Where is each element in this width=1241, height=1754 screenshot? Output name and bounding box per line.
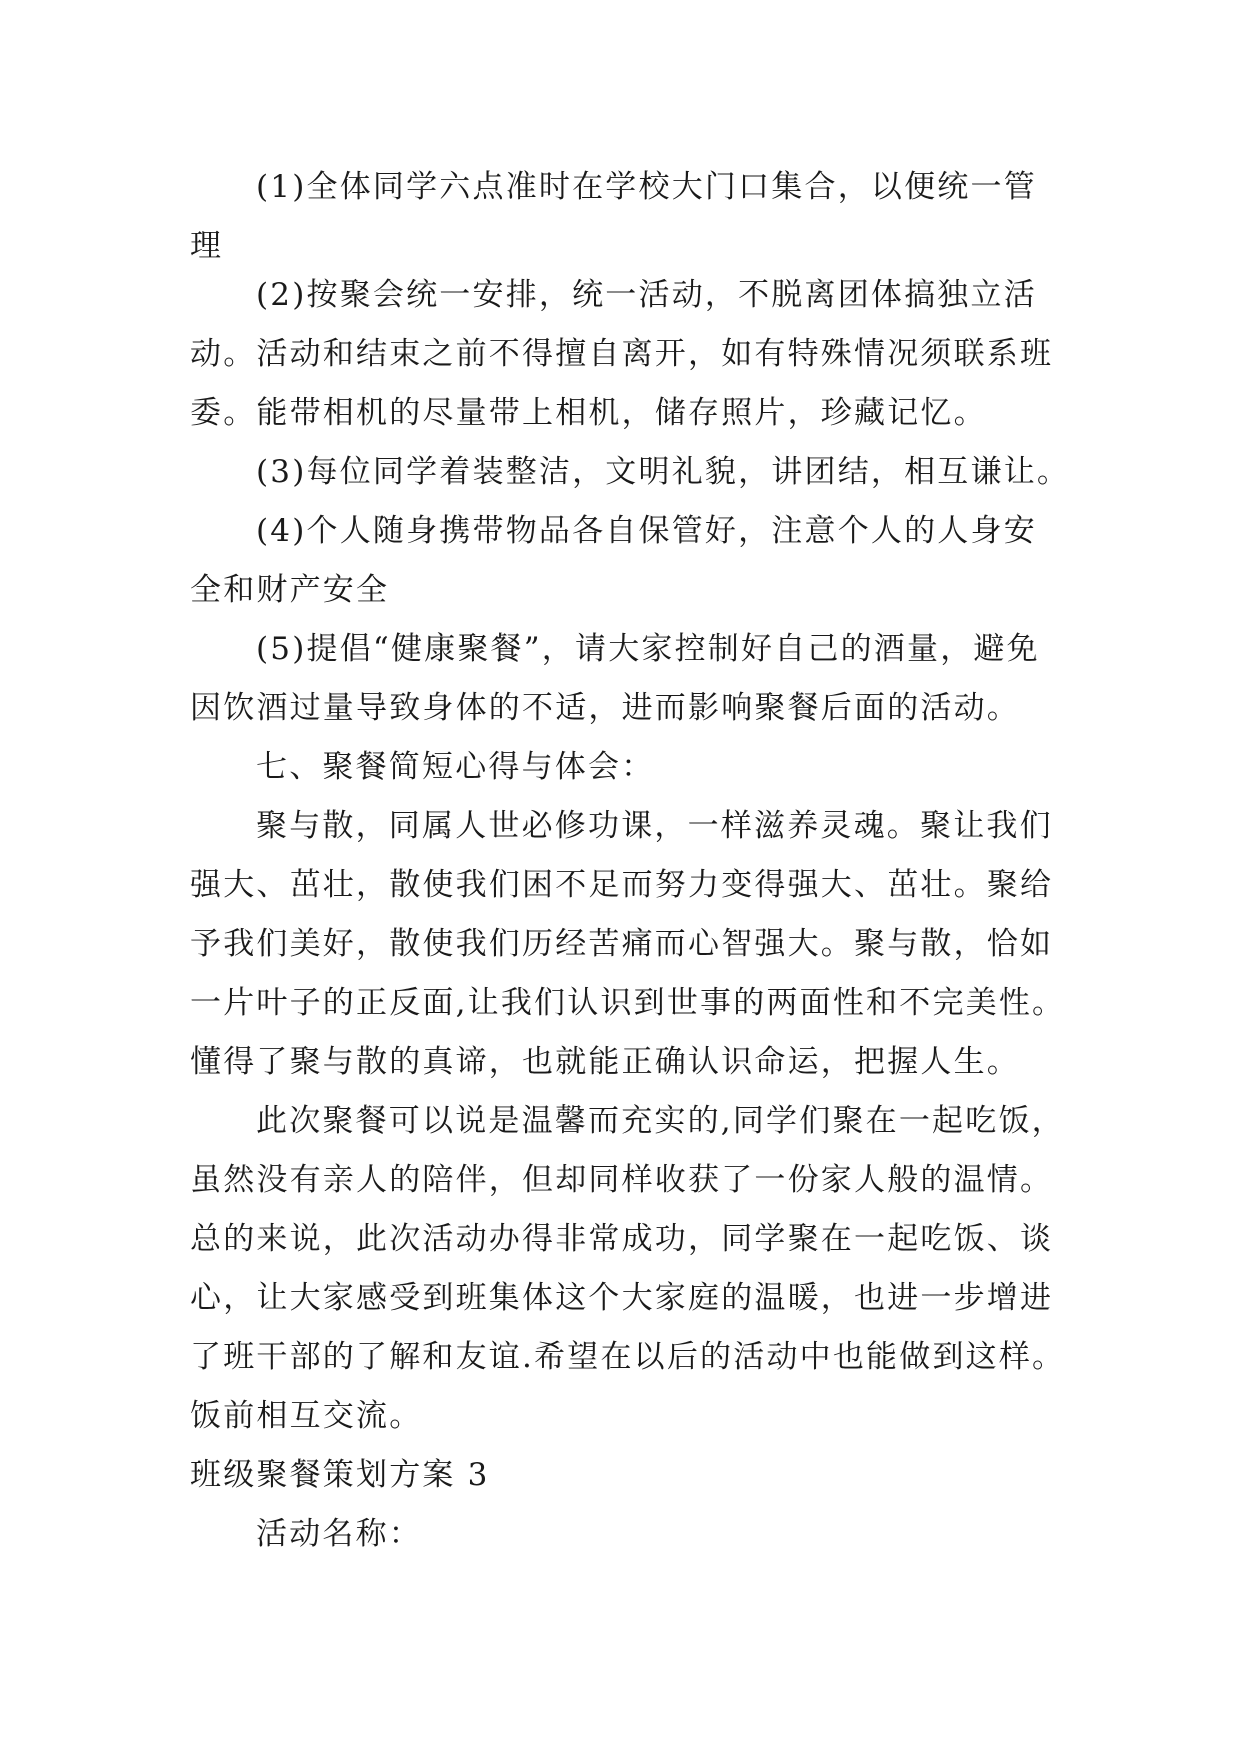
- paragraph-rule-4: [190, 502, 1060, 620]
- paragraph-line: 饭前相互交流。: [190, 1398, 423, 1434]
- paragraph-line: 委。能带相机的尽量带上相机，储存照片，珍藏记忆。: [190, 395, 987, 431]
- paragraph-line: (1)全体同学六点准时在学校大门口集合，以便统一管: [256, 169, 1037, 205]
- paragraph-line: (4)个人随身携带物品各自保管好，注意个人的人身安: [256, 513, 1037, 549]
- paragraph-line: 理: [190, 228, 224, 264]
- paragraph-line: (5)提倡“健康聚餐”，请大家控制好自己的酒量，避免: [256, 631, 1040, 667]
- paragraph-rule-5: [190, 620, 1060, 738]
- paragraph-line: 强大、茁壮，散使我们困不足而努力变得强大、茁壮。聚给: [190, 867, 1054, 903]
- paragraph-line: (3)每位同学着装整洁，文明礼貌，讲团结，相互谦让。: [256, 454, 1071, 490]
- paragraph-line: (2)按聚会统一安排，统一活动，不脱离团体搞独立活: [256, 277, 1037, 313]
- paragraph-line: 七、聚餐简短心得与体会：: [256, 749, 655, 785]
- activity-name-label: 活动名称：: [256, 1516, 422, 1552]
- section-title: 班级聚餐策划方案 3: [190, 1457, 490, 1493]
- paragraph-line: 全和财产安全: [190, 572, 390, 608]
- paragraph-line: 心，让大家感受到班集体这个大家庭的温暖，也进一步增进: [190, 1280, 1054, 1316]
- paragraph-rule-1: [190, 158, 1060, 276]
- paragraph-summary: [190, 1092, 1066, 1446]
- paragraph-line: 一片叶子的正反面,让我们认识到世事的两面性和不完美性。: [190, 985, 1066, 1021]
- section-heading-seven: [190, 738, 1060, 797]
- paragraph-line: 懂得了聚与散的真谛，也就能正确认识命运，把握人生。: [190, 1044, 1020, 1080]
- paragraph-line: 了班干部的了解和友谊.希望在以后的活动中也能做到这样。: [190, 1339, 1066, 1375]
- paragraph-reflection: [190, 797, 1066, 1092]
- paragraph-line: 动。活动和结束之前不得擅自离开，如有特殊情况须联系班: [190, 336, 1054, 372]
- paragraph-line: 虽然没有亲人的陪伴，但却同样收获了一份家人般的温情。: [190, 1162, 1054, 1198]
- paragraph-line: 予我们美好，散使我们历经苦痛而心智强大。聚与散，恰如: [190, 926, 1054, 962]
- paragraph-rule-2: [190, 266, 1060, 443]
- paragraph-line: 此次聚餐可以说是温馨而充实的,同学们聚在一起吃饭，: [256, 1103, 1065, 1139]
- paragraph-line: 总的来说，此次活动办得非常成功，同学聚在一起吃饭、谈: [190, 1221, 1054, 1257]
- paragraph-rule-3: [190, 443, 1071, 502]
- paragraph-line: 因饮酒过量导致身体的不适，进而影响聚餐后面的活动。: [190, 690, 1020, 726]
- paragraph-line: 聚与散，同属人世必修功课，一样滋养灵魂。聚让我们: [256, 808, 1053, 844]
